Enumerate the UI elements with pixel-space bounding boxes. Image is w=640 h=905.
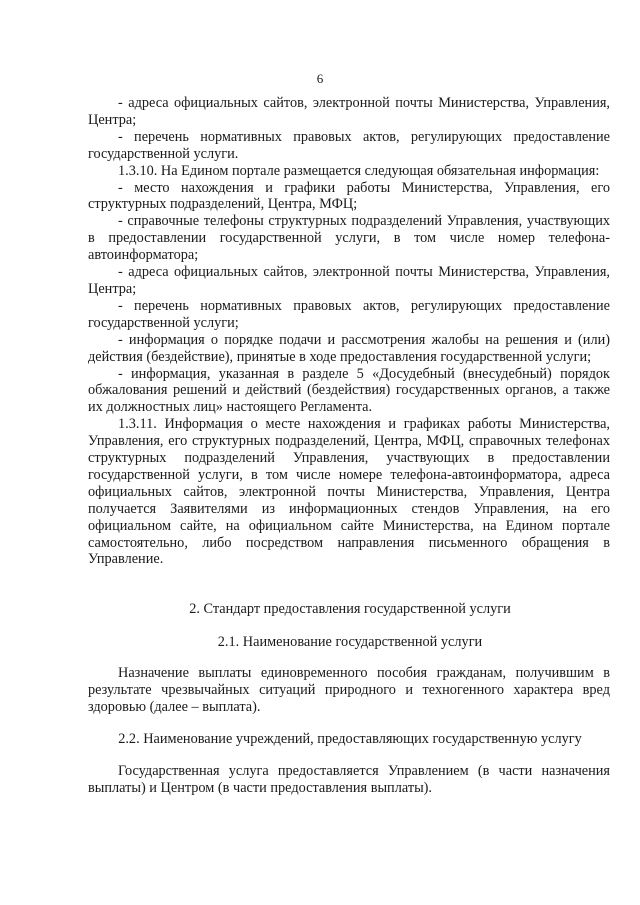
paragraph: 1.3.10. На Едином портале размещается следующая обязательная информация: bbox=[118, 162, 600, 179]
paragraph: - информация о порядке подачи и рассмотрения жалобы на решения и (или) действия (бездействие), принятые в ходе предоставления государственной услуги; bbox=[88, 331, 610, 365]
paragraph: - место нахождения и графики работы Министерства, Управления, его структурных подразделений, Центра, МФЦ; bbox=[88, 179, 610, 213]
paragraph: Государственная услуга предоставляется Управлением (в части назначения выплаты) и Центром (в части предоставления выплаты). bbox=[88, 763, 610, 796]
paragraph: 1.3.11. Информация о месте нахождения и графиках работы Министерства, Управления, его структурных подразделений, Центра, МФЦ, справочных телефонах структурных подразделений Управления, участвующих в предоставлении государственной услуги, в том числе номере телефона-автоинформатора, адреса официальных сайтов, электронной почты Министерства, Управления, Центра получается Заявителями из информационных стендов Управления, на его официальном сайте, на официальном сайте Министерства, на Едином портале самостоятельно, либо посредством направления письменного обращения в Управление. bbox=[88, 416, 610, 568]
page-number: 6 bbox=[316, 71, 324, 86]
paragraph: - справочные телефоны структурных подразделений Управления, участвующих в предоставлении государственной услуги, в том числе номер телефона-автоинформатора; bbox=[88, 213, 610, 264]
paragraph: - перечень нормативных правовых актов, регулирующих предоставление государственной услуги. bbox=[88, 128, 610, 162]
paragraph: Назначение выплаты единовременного пособия гражданам, получившим в результате чрезвычайных ситуаций природного и техногенного характера вред здоровью (далее – выплата). bbox=[88, 665, 610, 715]
section-heading: 2. Стандарт предоставления государственной услуги bbox=[189, 601, 511, 617]
subsection-heading: 2.1. Наименование государственной услуги bbox=[217, 634, 483, 650]
paragraph: - перечень нормативных правовых актов, регулирующих предоставление государственной услуги; bbox=[88, 297, 610, 331]
paragraph: - адреса официальных сайтов, электронной почты Министерства, Управления, Центра; bbox=[88, 95, 610, 128]
paragraph: - информация, указанная в разделе 5 «Досудебный (внесудебный) порядок обжалования решений и действий (бездействия) государственных органов, а также их должностных лиц» настоящего Регламента. bbox=[88, 365, 610, 416]
subsection-heading: 2.2. Наименование учреждений, предоставляющих государственную услугу bbox=[118, 731, 582, 747]
paragraph: - адреса официальных сайтов, электронной почты Министерства, Управления, Центра; bbox=[88, 264, 610, 297]
main-text bbox=[88, 95, 610, 568]
